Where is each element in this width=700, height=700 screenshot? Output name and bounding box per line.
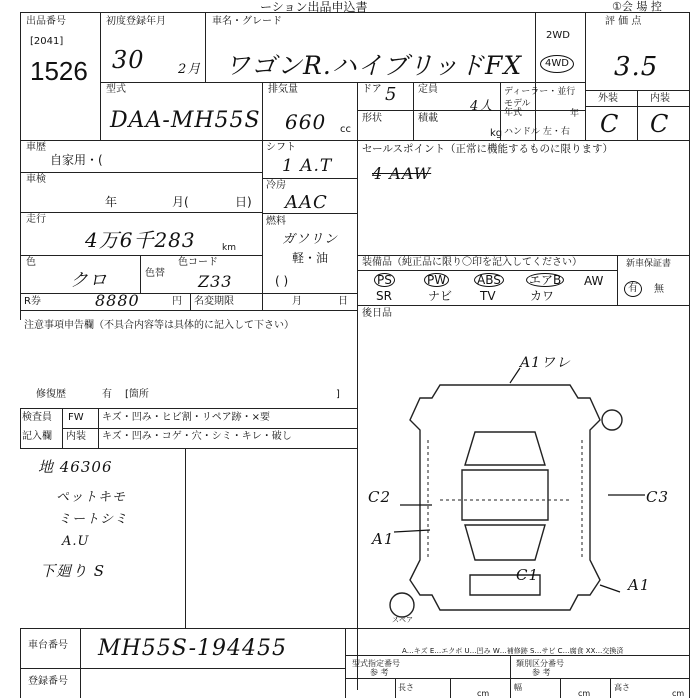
width-label: 幅 (514, 683, 522, 692)
color-value: クロ (70, 270, 108, 291)
damage-mark-a1-rear: A1 (628, 576, 651, 594)
damage-mark-c2: C2 (368, 488, 392, 506)
repair-place-close: ] (336, 389, 340, 400)
frame-number: MH55S-194455 (98, 636, 287, 661)
model-year-unit: 年 (570, 109, 580, 119)
displacement-label: 排気量 (268, 84, 298, 95)
drive-4wd (540, 55, 574, 73)
interior-check-items: キズ・凹み・コゲ・穴・シミ・キレ・破し (102, 431, 292, 442)
capacity: 4人 (470, 99, 494, 114)
equip-tv: TV (480, 289, 496, 303)
class-number-label: 類別区分番号 (516, 659, 564, 668)
fuel-label: 燃料 (266, 216, 286, 227)
fuel-light-oil: 軽・油 (292, 251, 329, 265)
warranty-no: 無 (654, 284, 664, 295)
recorder-label: 記入欄 (22, 431, 52, 442)
name-change-expiry-label: 名変期限 (194, 296, 234, 307)
frame-number-label: 車台番号 (28, 640, 68, 651)
dealer-label: ディーラー・並行 (504, 87, 576, 97)
displacement: 660 (285, 110, 327, 134)
height-label: 高さ (614, 683, 630, 692)
equip-sr: SR (376, 289, 392, 303)
usage-value: 自家用・( (50, 153, 103, 167)
grade-label: 評 価 点 (605, 16, 642, 27)
load-label: 積載 (418, 113, 438, 124)
ac-value: AAC (285, 192, 328, 213)
color-label: 色 (26, 257, 36, 268)
model-label: 型式 (106, 84, 126, 95)
warranty-yes (624, 281, 642, 297)
equip-airbag (526, 273, 564, 287)
damage-mark-c1: C1 (516, 566, 540, 584)
handwritten-note: A.U (62, 534, 90, 549)
equip-aw: AW (584, 274, 604, 288)
registration-number-label: 登録番号 (28, 676, 68, 687)
drive-4wd-circle: 4WD (540, 55, 574, 73)
interior-check-label: 内装 (66, 431, 86, 442)
recycle-yen: 円 (172, 296, 182, 307)
doors-label: ドア (362, 84, 382, 95)
equip-pw-circle: PW (424, 273, 449, 287)
length-cm: cm (477, 689, 490, 698)
exterior-grade: C (600, 110, 620, 138)
form-title: ーション出品申込書 (260, 0, 368, 14)
interior-grade: C (650, 110, 670, 138)
drive-2wd: 2WD (546, 30, 570, 41)
equip-ps-circle: PS (374, 273, 395, 287)
model-year-label: モデル 年式 (504, 99, 531, 118)
type-designation-label: 型式指定番号 (352, 659, 400, 668)
class-number-ref: 参 考 (532, 668, 551, 677)
equip-abs (474, 273, 504, 287)
repair-history-value: 有 (102, 389, 112, 400)
spare-label: スペア (392, 616, 413, 624)
color-code-label: 色コード (178, 257, 218, 268)
ac-label: 冷房 (266, 180, 286, 191)
usage-label: 車歴 (26, 142, 46, 153)
equipment-label: 装備品（純正品に限り〇印を記入してください） (362, 257, 582, 268)
mileage-value: 4万6千283 (85, 228, 196, 252)
equip-airbag-circle: エアB (526, 273, 564, 287)
exterior-label: 外装 (598, 93, 618, 104)
equip-ps (374, 273, 395, 287)
capacity-label: 定員 (418, 84, 438, 95)
interior-label: 内装 (650, 93, 670, 104)
fuel-paren: ( ) (275, 274, 289, 288)
fw-items: キズ・凹み・ヒビ割・リペア跡・×要 (102, 412, 270, 423)
shape-label: 形状 (362, 113, 382, 124)
damage-mark-c3: C3 (646, 488, 670, 506)
lot-code: [2041] (30, 36, 64, 47)
equip-pw (424, 273, 449, 287)
handwritten-note: ペットキモ (56, 490, 127, 505)
after-items-label: 後日品 (362, 308, 392, 319)
doors: 5 (385, 84, 398, 105)
registration-month: 2月 (178, 62, 202, 77)
equip-leather: カワ (530, 289, 555, 303)
expiry-month: 月 (292, 296, 302, 307)
front-left-wheel (602, 410, 622, 430)
notes-label: 注意事項申告欄（不具合内容等は具体的に記入して下さい） (24, 320, 294, 331)
rear-window (465, 525, 545, 560)
registration-year: 30 (112, 46, 145, 74)
fuel-gasoline: ガソリン (282, 232, 339, 247)
lot-number: 1526 (30, 56, 88, 86)
equip-abs-circle: ABS (474, 273, 504, 287)
grade-score: 3.5 (614, 52, 659, 82)
car-name: ワゴンR.ハイブリッドFX (225, 51, 523, 80)
inspection-label: 車検 (26, 174, 46, 185)
repair-history-label: 修復歴 (36, 389, 66, 400)
kg-unit: kg (490, 128, 503, 139)
mileage-label: 走行 (26, 214, 46, 225)
first-registration-label: 初度登録年月 (106, 16, 166, 27)
car-name-label: 車名・グレード (212, 16, 282, 27)
model-code: DAA-MH55S (110, 108, 261, 133)
color-change-label: 色替 (145, 268, 165, 279)
expiry-day: 日 (338, 296, 348, 307)
warranty-label: 新車保証書 (626, 259, 672, 269)
cc-unit: cc (340, 124, 351, 135)
inspector-label: 検査員 (22, 412, 52, 423)
inspection-month: 月( (172, 195, 189, 209)
roof (462, 470, 548, 520)
repair-place-label: [箇所 (125, 389, 149, 400)
inspection-day: 日) (235, 195, 252, 209)
warranty-yes-circle: 有 (624, 281, 642, 297)
type-designation-ref: 参 考 (370, 668, 389, 677)
windshield (465, 432, 545, 465)
fw-label: FW (68, 412, 84, 423)
damage-mark-a1-left: A1 (372, 530, 395, 548)
venue-copy-mark: ①会 場 控 (612, 0, 662, 13)
km-unit: km (222, 243, 236, 253)
handwritten-note: 下廻り S (40, 562, 106, 580)
equip-navi: ナビ (428, 289, 453, 303)
height-cm: cm (672, 689, 685, 698)
shift-label: シフト (266, 142, 296, 153)
lot-number-label: 出品番号 (26, 16, 66, 27)
damage-mark-a1-crack: A1ワレ (520, 355, 572, 371)
length-label: 長さ (398, 683, 414, 692)
shift-value: 1 A.T (282, 156, 333, 176)
recycle-label: R券 (24, 296, 41, 307)
damage-legend: A…キズ E…エクボ U…凹み W…補修跡 S…サビ C…腐食 XX…交換済 (402, 647, 624, 655)
color-code: Z33 (198, 272, 233, 291)
handwritten-note: ミートシミ (58, 512, 129, 527)
handle-label: ハンドル 左・右 (504, 127, 570, 137)
sales-point-value: 4 AAW (372, 164, 432, 183)
recycle-value: 8880 (95, 291, 140, 310)
inspection-year: 年 (105, 195, 118, 209)
handwritten-note: 地 46306 (38, 458, 113, 476)
width-cm: cm (578, 689, 591, 698)
car-body-outline (410, 385, 600, 610)
sales-point-label: セールスポイント（正常に機能するものに限ります） (362, 143, 614, 155)
